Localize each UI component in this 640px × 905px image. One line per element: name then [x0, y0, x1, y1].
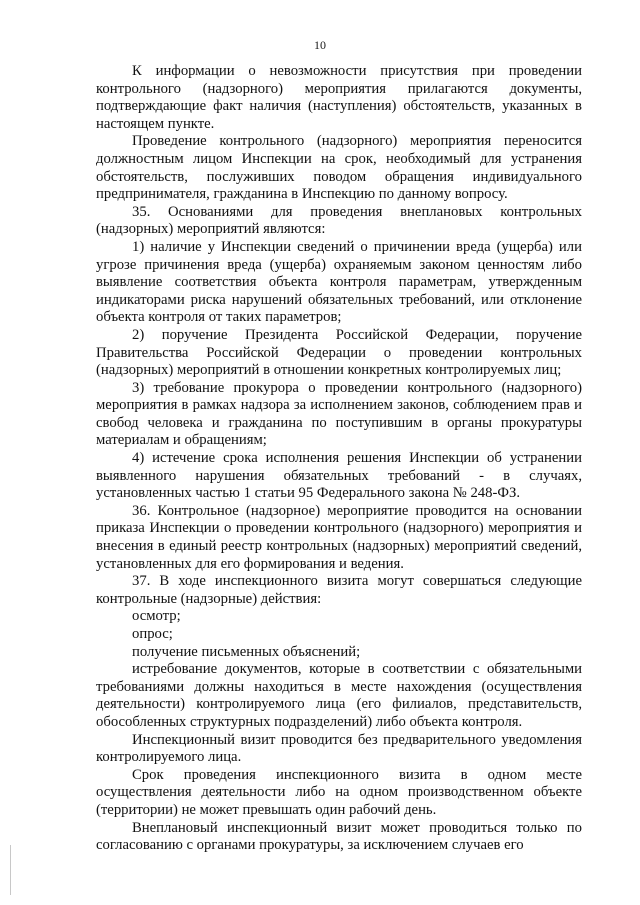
- paragraph-absence-info: К информации о невозможности присутствия при проведении контрольного (надзорного) мероприятия прилагаются документы, подтверждающие факт наличия (наступления) обстоятельств, указанных в настоящем пункте.: [96, 63, 582, 132]
- action-document-request: истребование документов, которые в соответствии с обязательными требованиями должны находиться в месте нахождения (осуществления деятельности) контролируемого лица (его филиалов, представительств, обособленных структурных подразделений) либо объекта контроля.: [96, 661, 582, 730]
- scan-margin-line: [10, 845, 11, 895]
- page-number: 10: [314, 38, 326, 52]
- document-body: [96, 63, 582, 855]
- list-item-35-2: 2) поручение Президента Российской Федерации, поручение Правительства Российской Федерации о проведении контрольных (надзорных) мероприятий в отношении конкретных контролируемых лиц;: [96, 326, 582, 379]
- action-interview: опрос;: [132, 626, 173, 642]
- action-inspection: осмотр;: [132, 608, 181, 625]
- paragraph-postponement: Проведение контрольного (надзорного) мероприятия переносится должностным лицом Инспекции на срок, необходимый для устранения обстоятельств, послуживших поводом обращения индивидуального предпринимателя, гражданина в Инспекцию по данному вопросу.: [96, 133, 582, 203]
- paragraph-35-grounds: 35. Основаниями для проведения внеплановых контрольных (надзорных) мероприятий являются:: [96, 203, 582, 238]
- list-item-35-3: 3) требование прокурора о проведении контрольного (надзорного) мероприятия в рамках надзора за исполнением законов, соблюдением прав и свобод человека и гражданина по поступившим в органы прокуратуры материалам и обращениям;: [96, 379, 582, 449]
- list-item-35-4: 4) истечение срока исполнения решения Инспекции об устранении выявленного нарушения обязательных требований - в случаях, установленных частью 1 статьи 95 Федерального закона № 248-ФЗ.: [96, 450, 582, 502]
- paragraph-unplanned-visit: Внеплановый инспекционный визит может проводиться только по согласованию с органами прокуратуры, за исключением случаев его: [96, 819, 582, 854]
- paragraph-37: 37. В ходе инспекционного визита могут совершаться следующие контрольные (надзорные) действия:: [96, 573, 582, 607]
- action-written-explanations: получение письменных объяснений;: [132, 643, 361, 660]
- paragraph-no-notice: Инспекционный визит проводится без предварительного уведомления контролируемого лица.: [96, 731, 582, 766]
- paragraph-duration: Срок проведения инспекционного визита в одном месте осуществления деятельности либо на одном производственном объекте (территории) не может превышать один рабочий день.: [96, 766, 582, 818]
- paragraph-36: 36. Контрольное (надзорное) мероприятие проводится на основании приказа Инспекции о проведении контрольного (надзорного) мероприятия и внесения в единый реестр контрольных (надзорных) мероприятий сведений, установленных для его формирования и ведения.: [96, 502, 582, 572]
- list-item-35-1: 1) наличие у Инспекции сведений о причинении вреда (ущерба) или угрозе причинения вреда (ущерба) охраняемым законом ценностям либо выявление соответствия объекта контроля параметрам, утвержденным индикаторами риска нарушений обязательных требований, или отклонение объекта контроля от таких параметров;: [96, 238, 582, 326]
